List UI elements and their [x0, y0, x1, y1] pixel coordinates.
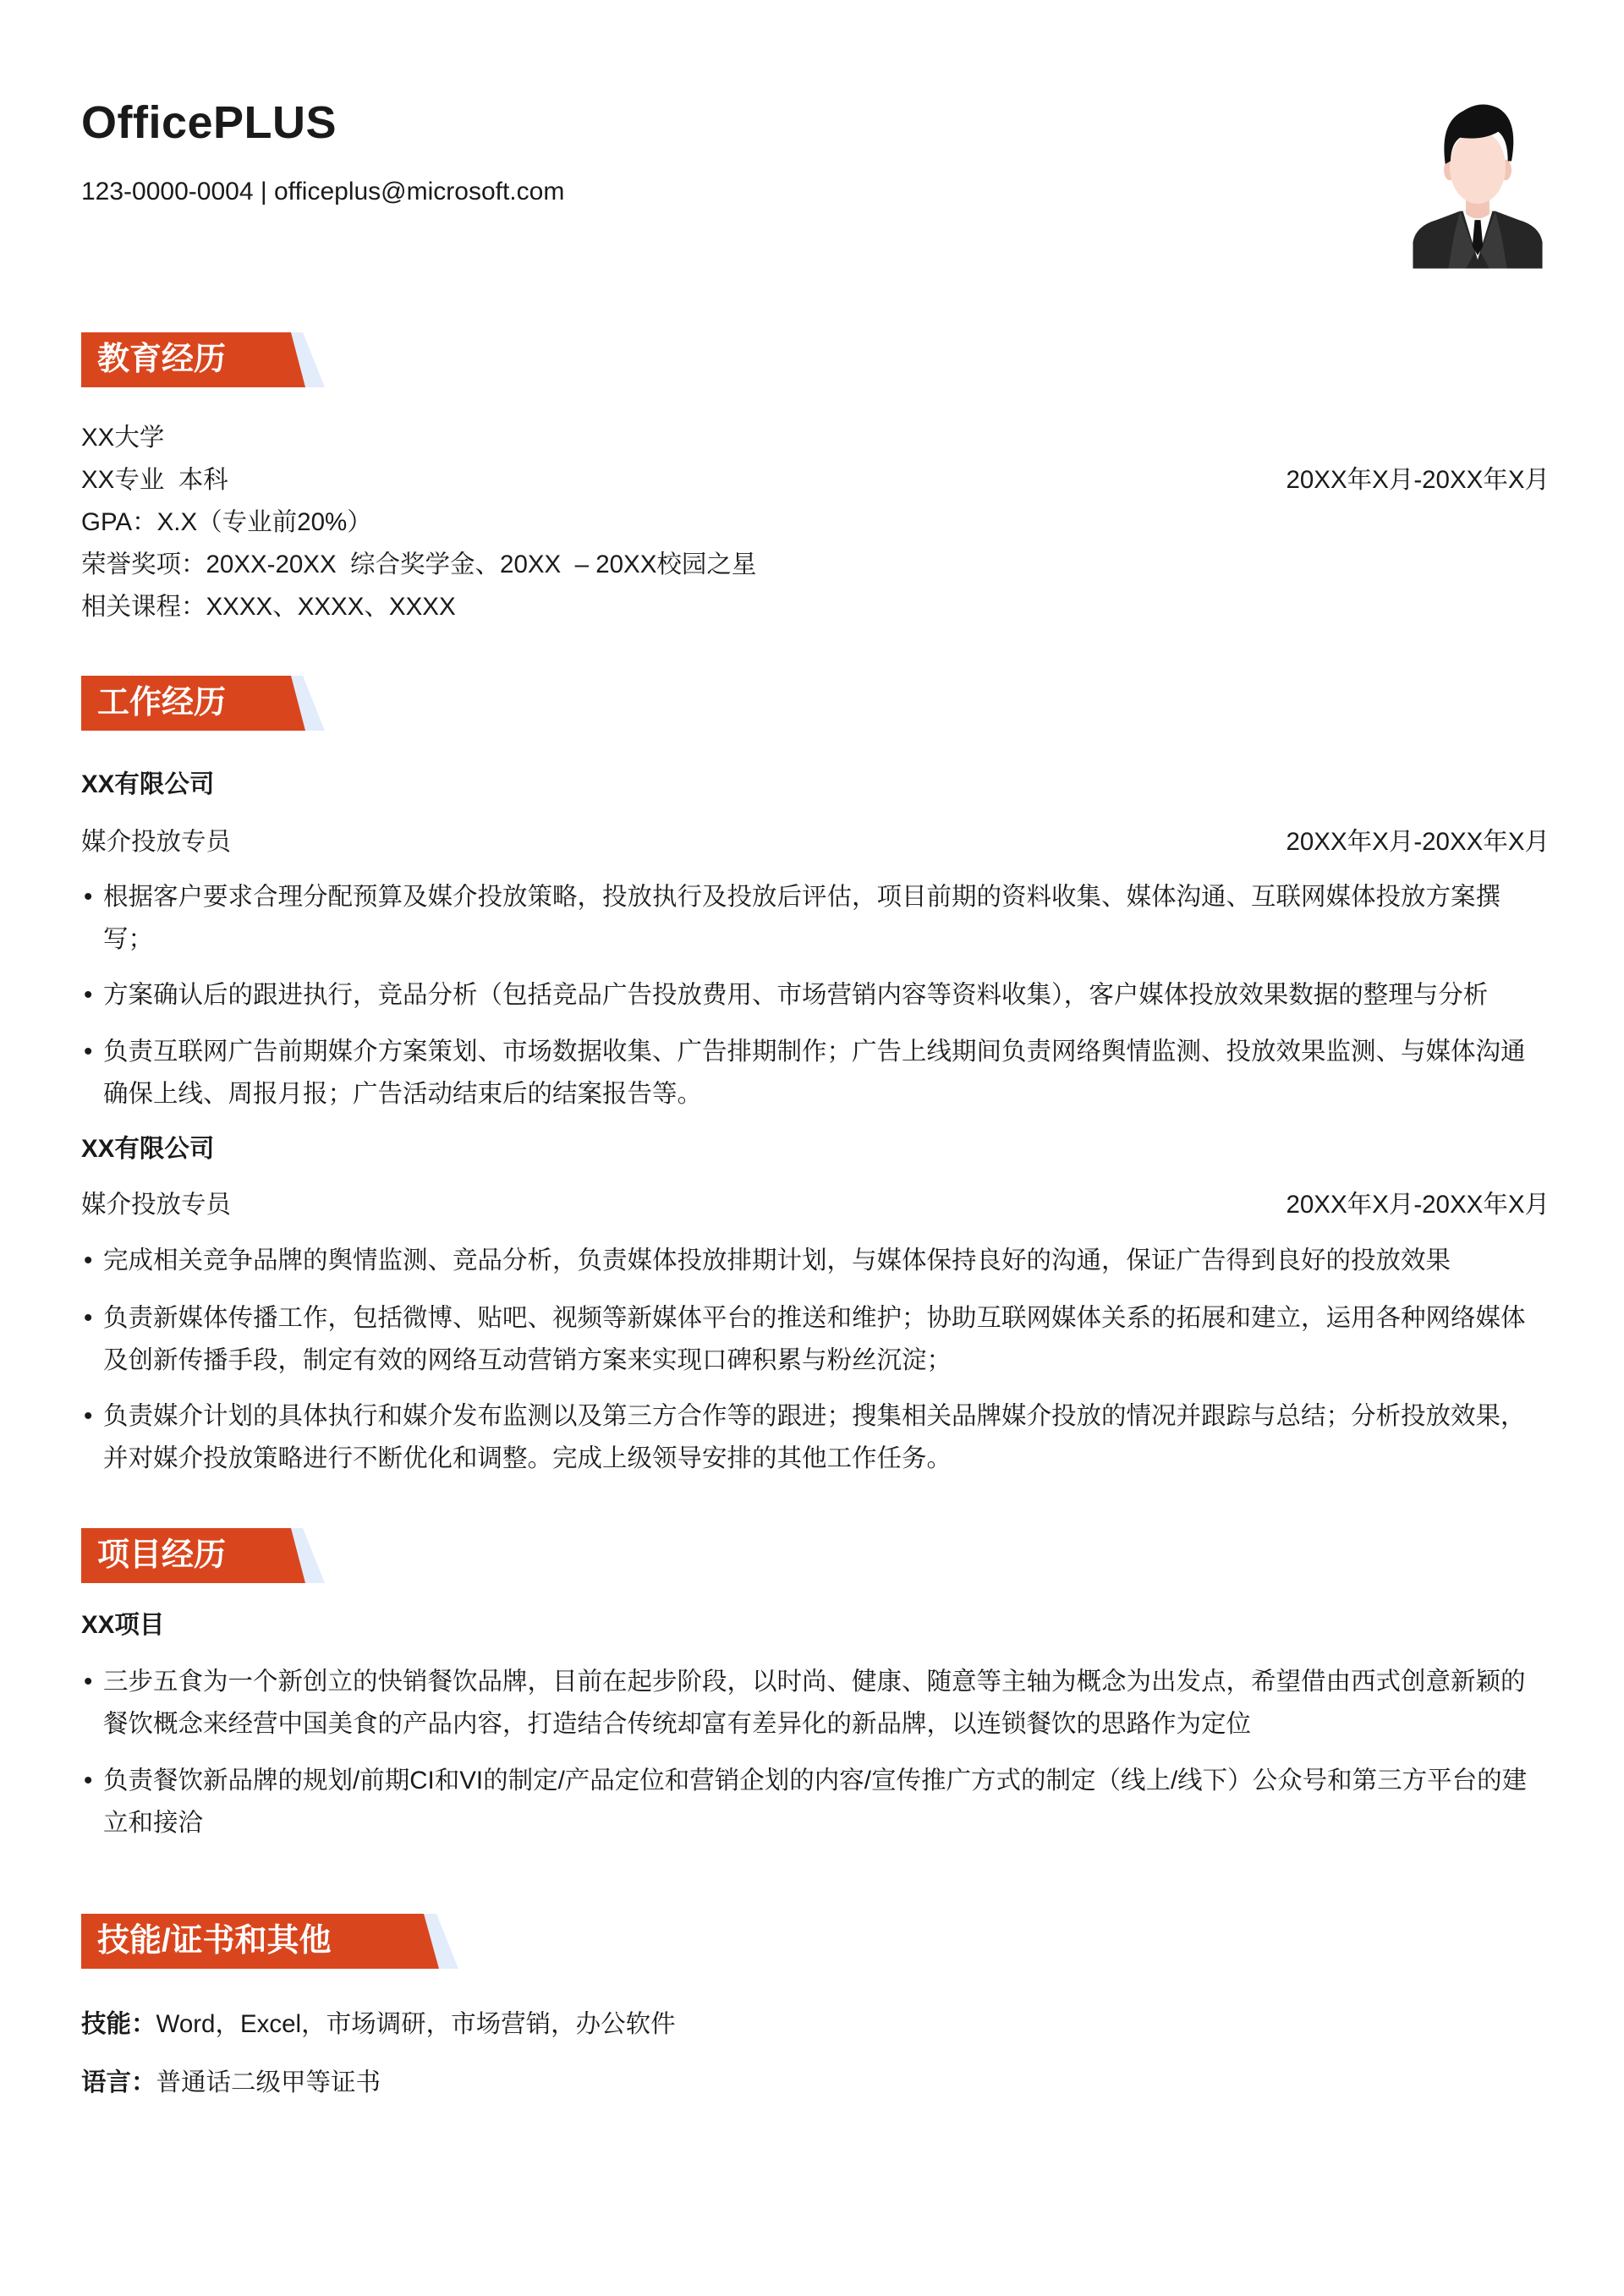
- list-item: [81, 1240, 1550, 1282]
- project-name-row: [81, 1604, 1550, 1647]
- list-item: [81, 1297, 1550, 1382]
- list-item-text: 方案确认后的跟进执行，竞品分析（包括竞品广告投放费用、市场营销内容等资料收集），客户媒体投放效果数据的整理与分析: [103, 981, 1489, 1009]
- job-role-row: [81, 1184, 1550, 1226]
- bullet-marker: •: [84, 883, 93, 911]
- list-item: [81, 1395, 1550, 1480]
- list-item: [81, 1760, 1550, 1844]
- job-company: [81, 764, 1550, 806]
- bullet-marker: •: [84, 1668, 93, 1696]
- language-label: 语言：: [81, 2069, 156, 2096]
- skills-row: [81, 2003, 1550, 2046]
- language-row: [81, 2062, 1550, 2104]
- job-date: 20XX年X月-20XX年X月: [1286, 1191, 1550, 1219]
- bullet-marker: •: [84, 1767, 93, 1795]
- job-date: 20XX年X月-20XX年X月: [1286, 828, 1550, 856]
- bullet-marker: •: [84, 1402, 93, 1430]
- list-item-text: 负责餐饮新品牌的规划/前期CI和VI的制定/产品定位和营销企划的内容/宣传推广方式的制定（线上/线下）公众号和第三方平台的建立和接洽: [103, 1767, 1528, 1837]
- bullet-marker: •: [84, 981, 93, 1009]
- list-item-text: 负责互联网广告前期媒介方案策划、市场数据收集、广告排期制作；广告上线期间负责网络舆情监测、投放效果监测、与媒体沟通确保上线、周报月报；广告活动结束后的结案报告等。: [103, 1038, 1526, 1108]
- honors: 荣誉奖项：20XX-20XX 综合奖学金、20XX – 20XX校园之星: [81, 551, 757, 578]
- section-header-education: [81, 332, 1550, 387]
- candidate-name: OfficePLUS: [81, 97, 337, 148]
- company-name: XX有限公司: [81, 1135, 215, 1163]
- section-title: 项目经历: [97, 1537, 227, 1573]
- bullet-marker: •: [84, 1247, 93, 1274]
- education-courses-row: [81, 586, 1550, 628]
- job-company: [81, 1128, 1550, 1170]
- section-title: 教育经历: [97, 342, 227, 377]
- major-degree: XX专业 本科: [81, 466, 228, 494]
- job-role: 媒介投放专员: [81, 828, 232, 856]
- contact-info: 123-0000-0004 | officeplus@microsoft.com: [81, 178, 565, 205]
- language-value: 普通话二级甲等证书: [156, 2069, 381, 2096]
- gpa: GPA：X.X（专业前20%）: [81, 508, 372, 536]
- list-item: [81, 1031, 1550, 1115]
- resume-page: [81, 95, 1550, 2104]
- project-name: XX项目: [81, 1611, 165, 1639]
- list-item-text: 根据客户要求合理分配预算及媒介投放策略，投放执行及投放后评估，项目前期的资料收集、媒体沟通、互联网媒体投放方案撰写；: [103, 883, 1501, 953]
- school-name: XX大学: [81, 424, 165, 452]
- list-item: [81, 974, 1550, 1016]
- section-title: 工作经历: [97, 685, 227, 721]
- education-major-row: [81, 459, 1550, 501]
- skills-label: 技能：: [81, 2010, 156, 2038]
- list-item: [81, 1661, 1550, 1745]
- education-date: 20XX年X月-20XX年X月: [1286, 466, 1550, 494]
- list-item-text: 负责媒介计划的具体执行和媒介发布监测以及第三方合作等的跟进；搜集相关品牌媒介投放的情况并跟踪与总结；分析投放效果，并对媒介投放策略进行不断优化和调整。完成上级领导安排的其他工作任务。: [103, 1402, 1526, 1472]
- education-honors-row: [81, 544, 1550, 586]
- section-header-skills: [81, 1914, 1550, 1969]
- courses: 相关课程：XXXX、XXXX、XXXX: [81, 593, 456, 621]
- list-item-text: 完成相关竞争品牌的舆情监测、竞品分析，负责媒体投放排期计划，与媒体保持良好的沟通，保证广告得到良好的投放效果: [103, 1247, 1451, 1274]
- section-title: 技能/证书和其他: [97, 1923, 332, 1959]
- bullet-marker: •: [84, 1304, 93, 1332]
- job-role-row: [81, 821, 1550, 863]
- education-school-row: [81, 417, 1550, 459]
- job-role: 媒介投放专员: [81, 1191, 232, 1219]
- company-name: XX有限公司: [81, 770, 215, 798]
- section-header-work: [81, 676, 1550, 731]
- education-gpa-row: [81, 501, 1550, 544]
- list-item-text: 负责新媒体传播工作，包括微博、贴吧、视频等新媒体平台的推送和维护；协助互联网媒体关系的拓展和建立，运用各种网络媒体及创新传播手段，制定有效的网络互动营销方案来实现口碑积累与粉丝沉淀；: [103, 1304, 1526, 1374]
- skills-value: Word，Excel，市场调研，市场营销，办公软件: [156, 2010, 676, 2038]
- section-header-projects: [81, 1528, 1550, 1583]
- list-item-text: 三步五食为一个新创立的快销餐饮品牌，目前在起步阶段，以时尚、健康、随意等主轴为概念为出发点，希望借由西式创意新颖的餐饮概念来经营中国美食的产品内容，打造结合传统却富有差异化的新品牌，以连锁餐饮的思路作为定位: [103, 1668, 1526, 1738]
- bullet-marker: •: [84, 1038, 93, 1066]
- list-item: [81, 876, 1550, 961]
